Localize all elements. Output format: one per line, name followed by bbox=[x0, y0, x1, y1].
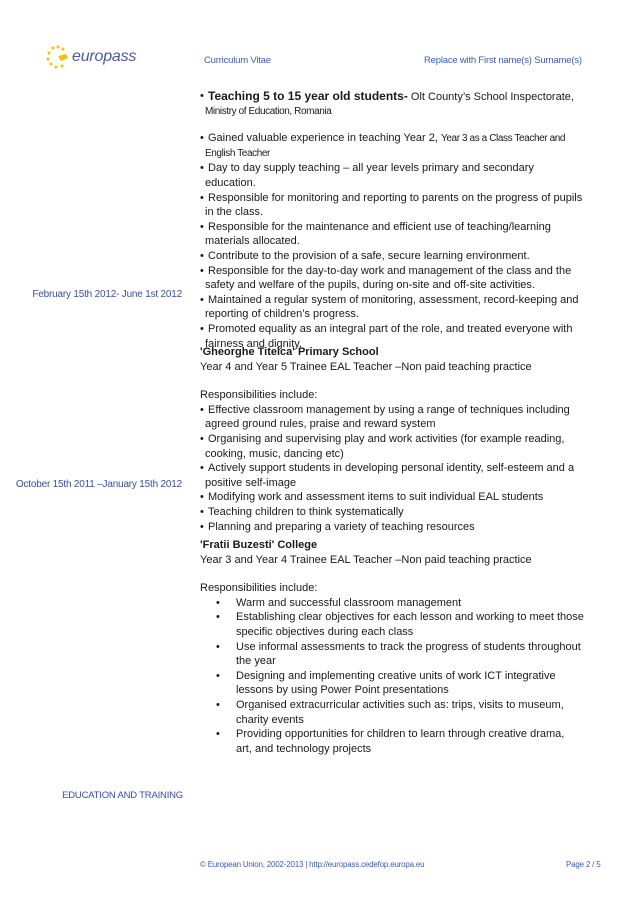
europass-wordmark: europass bbox=[72, 48, 137, 65]
list-item: • Maintained a regular system of monitoring, assessment, record-keeping and bbox=[200, 293, 579, 306]
list-item: • Contribute to the provision of a safe, secure learning environment. bbox=[200, 249, 530, 262]
list-item-cont: agreed ground rules, praise and reward system bbox=[205, 418, 436, 431]
list-item-cont: positive self-image bbox=[205, 476, 297, 489]
page-number: Page 2 / 5 bbox=[566, 860, 601, 869]
list-item-cont: reporting of children’s progress. bbox=[205, 308, 359, 321]
list-item-cont: in the class. bbox=[205, 206, 264, 219]
list-item-cont: education. bbox=[205, 176, 256, 189]
list-item: • Promoted equality as an integral part of the role, and treated everyone with bbox=[200, 322, 573, 335]
date-label-1: February 15th 2012- June 1st 2012 bbox=[32, 289, 182, 300]
section-fratii bbox=[200, 538, 600, 756]
list-item-cont: the year bbox=[236, 655, 276, 668]
section-title: Teaching 5 to 15 year old students- bbox=[208, 89, 408, 103]
list-item: • Warm and successful classroom management bbox=[216, 596, 462, 609]
list-item-cont: materials allocated. bbox=[205, 235, 300, 248]
list-item: • Gained valuable experience in teaching Year 2, Year 3 as a Class Teacher and bbox=[200, 132, 566, 145]
list-item: • Use informal assessments to track the progress of students throughout bbox=[216, 640, 581, 653]
footer-copyright: © European Union, 2002-2013 | http://europass.cedefop.europa.eu bbox=[200, 860, 425, 869]
list-item-cont: safety and welfare of the pupils, during on-site and off-site activities. bbox=[205, 279, 535, 292]
list-item-cont: specific objectives during each class bbox=[236, 625, 414, 638]
list-item: • Designing and implementing creative units of work ICT integrative bbox=[216, 669, 556, 682]
list-item-cont: English Teacher bbox=[205, 147, 270, 159]
employer: Olt County’s School Inspectorate, bbox=[410, 91, 574, 103]
responsibilities-intro: Responsibilities include: bbox=[200, 389, 318, 402]
list-item-cont: fairness and dignity. bbox=[205, 337, 303, 350]
responsibilities-intro: Responsibilities include: bbox=[200, 582, 318, 595]
list-item: • Responsible for monitoring and reporting to parents on the progress of pupils bbox=[200, 191, 583, 204]
section-title-row bbox=[200, 89, 600, 105]
europass-logo bbox=[44, 44, 154, 70]
role: Year 3 and Year 4 Trainee EAL Teacher –Non paid teaching practice bbox=[200, 553, 532, 566]
list-item: • Effective classroom management by using a range of techniques including bbox=[200, 403, 570, 416]
date-label-2: October 15th 2011 –January 15th 2012 bbox=[15, 479, 182, 490]
role: Year 4 and Year 5 Trainee EAL Teacher –Non paid teaching practice bbox=[200, 360, 532, 373]
list-item: • Teaching children to think systematically bbox=[200, 505, 404, 518]
list-item: • Establishing clear objectives for each lesson and working to meet those bbox=[216, 611, 584, 624]
education-label: EDUCATION AND TRAINING bbox=[62, 790, 183, 801]
school-name: 'Fratii Buzesti' College bbox=[200, 539, 318, 551]
list-item: • Actively support students in developing personal identity, self-esteem and a bbox=[200, 462, 575, 475]
bullet-icon: • bbox=[200, 90, 204, 102]
employer-line-2: Ministry of Education, Romania bbox=[205, 105, 332, 117]
list-item-cont: charity events bbox=[236, 713, 304, 726]
section-teaching bbox=[200, 89, 600, 351]
list-item: • Providing opportunities for children to learn through creative drama, bbox=[216, 728, 565, 741]
list-item: • Responsible for the maintenance and efficient use of teaching/learning bbox=[200, 220, 551, 233]
list-item-cont: art, and technology projects bbox=[236, 742, 372, 755]
list-item: • Responsible for the day-to-day work and management of the class and the bbox=[200, 264, 572, 277]
list-item: • Organised extracurricular activities such as: trips, visits to museum, bbox=[216, 698, 564, 711]
list-item: • Planning and preparing a variety of teaching resources bbox=[200, 520, 475, 533]
doc-title: Curriculum Vitae bbox=[204, 55, 271, 66]
list-item: • Day to day supply teaching – all year levels primary and secondary bbox=[200, 162, 534, 175]
list-item: • Organising and supervising play and work activities (for example reading, bbox=[200, 432, 565, 445]
section-gheorghe bbox=[200, 345, 600, 534]
school-name: 'Gheorghe Titeica' Primary School bbox=[200, 346, 379, 358]
name-placeholder: Replace with First name(s) Surname(s) bbox=[424, 55, 582, 66]
list-item-cont: cooking, music, dancing etc) bbox=[205, 447, 344, 460]
list-item: • Modifying work and assessment items to suit individual EAL students bbox=[200, 491, 544, 504]
list-item-cont: lessons by using Power Point presentations bbox=[236, 684, 449, 697]
